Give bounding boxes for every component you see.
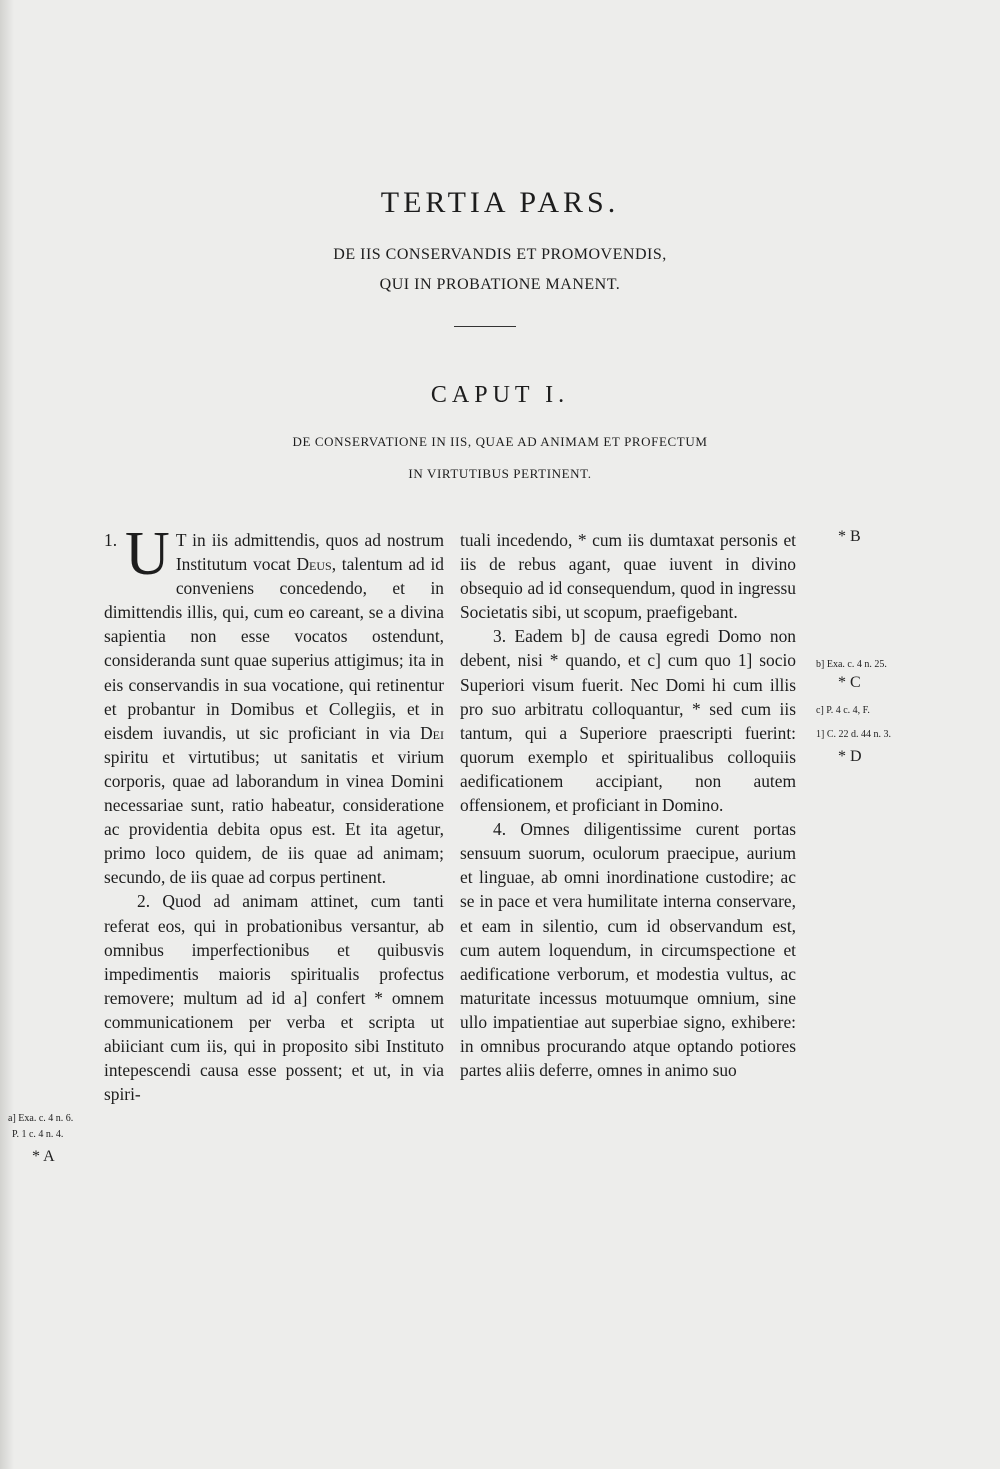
- chapter-subtitle-line-2: IN VIRTUTIBUS PERTINENT.: [408, 466, 592, 481]
- section-divider: [454, 326, 516, 327]
- margin-note-1: 1] C. 22 d. 44 n. 3.: [816, 729, 891, 740]
- paragraph-1: [104, 520, 445, 889]
- paragraph-1-number: 1.: [104, 530, 118, 550]
- chapter-subtitle-line-1: DE CONSERVATIONE IN IIS, QUAE AD ANIMAM ET PROFECTUM: [292, 434, 708, 449]
- page-fold-shadow: [0, 0, 14, 1469]
- paragraph-3: 3. Eadem b] de causa egredi Domo non debent, nisi * quando, et c] cum quo 1] socio Superiori visum fuerit. Nec Domi hi cum illis pro suo arbitratu colloquantur, * sed cum iis tantum, qui a Superiore praescripti fuerint: quorum exemplo et spiritualibus colloquiis aedificationem accipiant, non autem offensionem, et proficiant in Domino.: [460, 626, 796, 816]
- paragraph-1-smallcaps-b: Dei: [420, 722, 444, 743]
- paragraph-2-continued: tuali incedendo, * cum iis dumtaxat personis et iis de rebus agant, quae iuvent in divino obsequio ad id consequendum, quod in ingressu Societatis sibi, ut scopum, praefigebant.: [460, 530, 796, 623]
- right-text-column: [460, 528, 796, 1082]
- paragraph-4: 4. Omnes diligentissime curent portas sensuum suorum, oculorum praecipue, aurium et linguae, ab omni inordinatione custodire; ac se in pace et vera humilitate interna conservare, et eam in silentio, cum id observandum est, cum autem loquendum, in circumspectione et aedificatione verborum, et modestia vultus, ac maturitate incessus motuumque omnium, sine ullo impatientiae aut superbiae signo, exhibere: in omnibus procurando atque optando potiores partes aliis deferre, omnes in animo suo: [460, 819, 796, 1081]
- paragraph-1-text-b: , talentum ad id conveniens concedendo, et in dimittendis illis, qui, cum eo careant, se a divina sapientia non esse vocatos ostendunt, consideranda sunt quae superius attigimus; ita in eis conservandis in sua vocatione, qui retinentur et probantur in Domibus et Collegiis, et in eisdem iuvandis, ut sic proficiant in via: [104, 554, 445, 743]
- left-text-column: [104, 520, 445, 1106]
- paragraph-1-smallcaps-a: Deus: [296, 554, 332, 575]
- chapter-title: CAPUT I.: [430, 382, 570, 408]
- margin-note-b: b] Exa. c. 4 n. 25.: [816, 659, 887, 670]
- margin-note-left-2: P. 1 c. 4 n. 4.: [12, 1129, 64, 1140]
- paragraph-2: 2. Quod ad animam attinet, cum tanti referat eos, qui in probationibus versantur, ab omnibus imperfectionibus et quibusvis impedimentis maioris spiritualis profectus removere; multum ad id a] confert * omnem communicationem per verba et scripta ut abiiciant cum iis, qui in proposito sibi Instituto intepescendi causa esse possent; et ut, in via spiri-: [104, 891, 444, 1105]
- margin-note-left-1: a] Exa. c. 4 n. 6.: [8, 1113, 74, 1124]
- margin-note-c: c] P. 4 c. 4, F.: [816, 705, 870, 716]
- drop-cap: U: [125, 520, 170, 588]
- part-title: TERTIA PARS.: [380, 186, 620, 219]
- part-subtitle-line-1: DE IIS CONSERVANDIS ET PROMOVENDIS,: [333, 246, 667, 263]
- margin-star-c: * C: [838, 674, 861, 691]
- margin-star-b: * B: [838, 528, 861, 545]
- margin-star-d: * D: [838, 748, 862, 765]
- paragraph-1-text-c: spiritu et virtutibus; ut sanitatis et virium corporis, quae ad laborandum in vinea Domini necessariae sunt, ratio habeatur, consideratione ac providentia debita opus est. Et ita agetur, primo loco quidem, de iis quae ad animam; secundo, de iis quae ad corpus pertinent.: [104, 746, 444, 888]
- margin-star-a: * A: [32, 1148, 55, 1165]
- paragraph-1-text-a: T in iis admittendis, quos ad nostrum Institutum vocat: [175, 530, 444, 575]
- part-subtitle-line-2: QUI IN PROBATIONE MANENT.: [379, 276, 621, 293]
